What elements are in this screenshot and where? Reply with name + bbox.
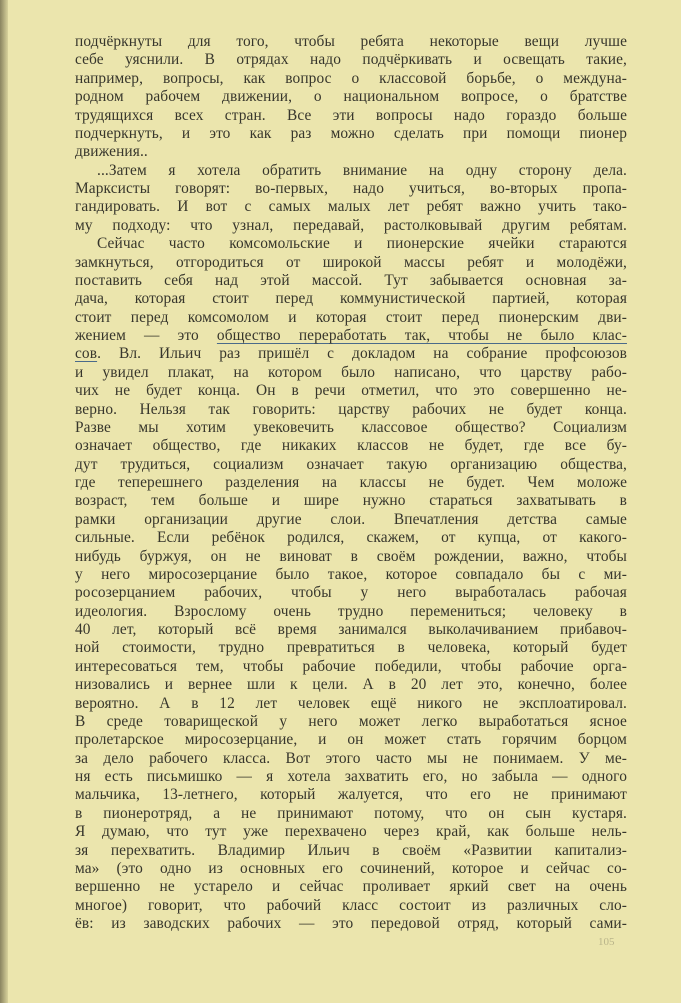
text-line: и увидел плакат, на котором было написано, что царству рабо- (75, 363, 627, 381)
text-line: поставить себя над этой массой. Тут забывается основная за- (75, 271, 627, 289)
text-line: Я думаю, что тут уже перехвачено через край, как больше нель- (75, 823, 627, 841)
text-line: за дело рабочего класса. Вот этого часто мы не понимаем. У ме- (75, 749, 627, 767)
text-line: дут трудиться, социализм означает такую организацию общества, (75, 455, 627, 473)
text-line: ня есть письмишко — я хотела захватить его, но забыла — одного (75, 768, 627, 785)
text-line: означает общество, где никаких классов не будет, где все бу- (75, 437, 627, 455)
page-edge-shadow (0, 0, 8, 1003)
text-segment: . Вл. Ильич раз пришёл с докладом на собрание профсоюзов (97, 345, 627, 363)
text-line: ёв: из заводских рабочих — это передовой отряд, который сами- (75, 915, 627, 932)
text-line: пролетарское миросозерцание, и он может стать горячим борцом (75, 731, 627, 749)
text-segment: жением — это (75, 327, 217, 344)
text-line: в пионеротряд, а не принимают потому, что он сын кустаря. (75, 804, 627, 822)
text-line: себе уяснили. В отрядах надо подчёркивать и освещать такие, (75, 51, 627, 69)
page-number: 105 (598, 936, 615, 948)
text-line: Разве мы хотим увековечить классовое общество? Социализм (75, 418, 627, 436)
text-line: чих не будет конца. Он в речи отметил, что это совершенно не- (75, 382, 627, 400)
text-line: движения.. (75, 143, 148, 161)
text-line: подчёркнуты для того, чтобы ребята некоторые вещи лучше (75, 33, 627, 50)
text-line: где теперешнего разделения на классы не будет. Чем моложе (75, 474, 627, 491)
text-line: рамки организации другие слои. Впечатления детства самые (75, 510, 627, 528)
book-page-text (75, 33, 627, 933)
paragraph-start: Сейчас часто комсомольские и пионерские ячейки стараются (97, 235, 627, 253)
text-line: многое) говорит, что рабочий класс состоит из различных сло- (75, 896, 627, 914)
text-line: замкнуться, отгородиться от широкой массы ребят и молодёжи, (75, 253, 627, 271)
text-line: у него миросозерцание было такое, которое совпадало бы с ми- (75, 565, 627, 583)
text-line: дача, которая стоит перед коммунистической партией, которая (75, 290, 627, 308)
text-line: вершенно не устарело и сейчас проливает яркий свет на очень (75, 878, 627, 896)
text-line: В среде товарищеской у него может легко выработаться ясное (75, 712, 627, 730)
text-line: му подходу: что узнал, передавай, растолковывай другим ребятам. (75, 216, 627, 234)
text-line: росозерцанием рабочих, чтобы у него выработалась рабочая (75, 584, 627, 602)
text-line (75, 345, 627, 363)
text-line: идеология. Взрослому очень трудно перемениться; человеку в (75, 602, 627, 620)
text-line: Марксисты говорят: во-первых, надо учиться, во-вторых пропа- (75, 180, 627, 197)
text-line: интересоваться тем, чтобы рабочие победили, чтобы рабочие орга- (75, 657, 627, 675)
underlined-text: общество переработать так, чтобы не было клас- (216, 327, 627, 344)
text-line: стоит перед комсомолом и которая стоит перед пионерским дви- (75, 308, 627, 326)
underlined-text: сов (75, 345, 98, 363)
text-line: ма» (это одно из основных его сочинений, которое и сейчас со- (75, 859, 627, 877)
text-line: сильные. Если ребёнок родился, скажем, от купца, от какого- (75, 529, 627, 547)
text-line: например, вопросы, как вопрос о классовой борьбе, о междуна- (75, 69, 627, 87)
text-line: родном рабочем движении, о национальном вопросе, о братстве (75, 88, 627, 106)
text-line (75, 327, 627, 345)
text-line: 40 лет, который всё время занимался выколачиванием прибавоч- (75, 621, 627, 638)
text-line: мальчика, 13-летнего, который жалуется, что его не принимают (75, 786, 627, 804)
text-line: верно. Нельзя так говорить: царству рабочих не будет конца. (75, 400, 627, 418)
text-line: ной стоимости, трудно превратиться в человека, который будет (75, 639, 627, 657)
text-line: подчеркнуть, и это как раз можно сделать при помощи пионер (75, 124, 627, 142)
text-line: вероятно. А в 12 лет человек ещё никого не эксплоатировал. (75, 694, 627, 712)
text-line: трудящихся всех стран. Все эти вопросы надо гораздо больше (75, 106, 627, 124)
text-line: зя перехватить. Владимир Ильич в своём «Развитии капитализ- (75, 841, 627, 859)
text-line: низовались и вернее шли к цели. А в 20 лет это, конечно, более (75, 676, 627, 694)
paragraph-start: ...Затем я хотела обратить внимание на одну сторону дела. (97, 161, 627, 179)
text-line: гандировать. И вот с самых малых лет ребят важно учить тако- (75, 198, 627, 216)
text-line: возраст, тем больше и шире нужно стараться захватывать в (75, 492, 627, 510)
text-line: нибудь буржуя, он не виноват в своём рождении, важно, чтобы (75, 547, 627, 565)
